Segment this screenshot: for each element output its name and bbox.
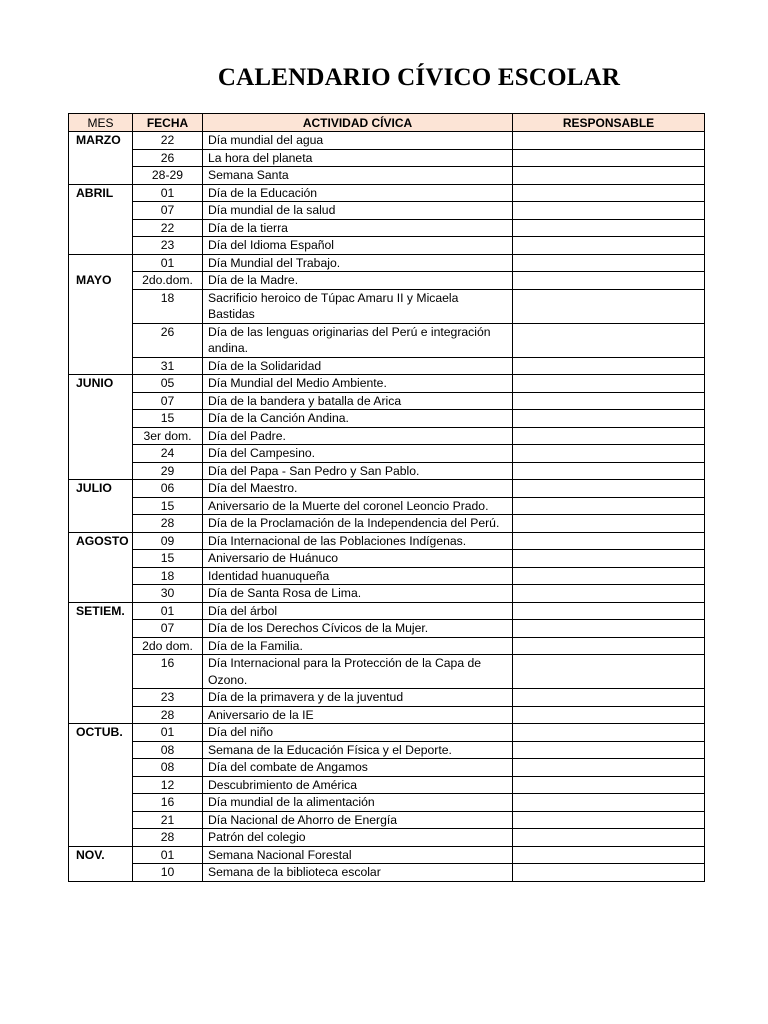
date-cell: 23 [133,237,203,255]
month-cell [69,585,133,603]
date-cell: 28 [133,515,203,533]
month-cell: JULIO [69,480,133,498]
responsible-cell [513,132,705,150]
responsible-cell [513,567,705,585]
date-cell: 22 [133,132,203,150]
activity-cell: Día de la bandera y batalla de Arica [203,392,513,410]
activity-cell: Día de la Solidaridad [203,357,513,375]
date-cell: 16 [133,794,203,812]
table-row [69,864,705,882]
month-cell [69,759,133,777]
activity-cell: Día de la Educación [203,184,513,202]
date-cell: 26 [133,149,203,167]
month-cell [69,254,133,272]
table-row [69,132,705,150]
table-row [69,567,705,585]
month-cell: AGOSTO [69,532,133,550]
table-row [69,811,705,829]
date-cell: 10 [133,864,203,882]
month-cell [69,811,133,829]
month-cell [69,515,133,533]
responsible-cell [513,357,705,375]
responsible-cell [513,724,705,742]
date-cell: 21 [133,811,203,829]
table-row [69,184,705,202]
responsible-cell [513,829,705,847]
activity-cell: Día de la Canción Andina. [203,410,513,428]
activity-cell: Día del niño [203,724,513,742]
activity-cell: Semana Nacional Forestal [203,846,513,864]
activity-cell: Descubrimiento de América [203,776,513,794]
responsible-cell [513,392,705,410]
month-cell [69,219,133,237]
table-row [69,202,705,220]
activity-cell: Día de la primavera y de la juventud [203,689,513,707]
activity-cell: Día de los Derechos Cívicos de la Mujer. [203,620,513,638]
responsible-cell [513,689,705,707]
month-cell: NOV. [69,846,133,864]
activity-cell: Día del Campesino. [203,445,513,463]
responsible-cell [513,219,705,237]
header-mes: MES [69,114,133,132]
date-cell: 2do.dom. [133,272,203,290]
date-cell: 28 [133,706,203,724]
date-cell: 31 [133,357,203,375]
month-cell: ABRIL [69,184,133,202]
date-cell: 24 [133,445,203,463]
table-row [69,149,705,167]
table-row [69,445,705,463]
responsible-cell [513,410,705,428]
responsible-cell [513,515,705,533]
date-cell: 28 [133,829,203,847]
date-cell: 26 [133,323,203,357]
activity-cell: Día de Santa Rosa de Lima. [203,585,513,603]
date-cell: 18 [133,567,203,585]
activity-cell: Día mundial de la alimentación [203,794,513,812]
table-row [69,655,705,689]
month-cell [69,357,133,375]
activity-cell: Día del Maestro. [203,480,513,498]
table-row [69,741,705,759]
month-cell [69,655,133,689]
table-row [69,637,705,655]
page-title: CALENDARIO CÍVICO ESCOLAR [217,64,621,91]
activity-cell: Día del combate de Angamos [203,759,513,777]
activity-cell: Día del árbol [203,602,513,620]
responsible-cell [513,706,705,724]
month-cell [69,829,133,847]
date-cell: 01 [133,184,203,202]
responsible-cell [513,184,705,202]
responsible-cell [513,794,705,812]
responsible-cell [513,585,705,603]
header-row [69,114,705,132]
date-cell: 16 [133,655,203,689]
month-cell: JUNIO [69,375,133,393]
month-cell [69,167,133,185]
table-row [69,846,705,864]
table-row [69,776,705,794]
month-cell [69,864,133,882]
responsible-cell [513,480,705,498]
month-cell [69,323,133,357]
table-body [69,132,705,882]
activity-cell: La hora del planeta [203,149,513,167]
activity-cell: Día Internacional para la Protección de la Capa de Ozono. [203,655,513,689]
month-cell [69,550,133,568]
activity-cell: Día Mundial del Trabajo. [203,254,513,272]
table-row [69,829,705,847]
month-cell [69,637,133,655]
table-row [69,689,705,707]
date-cell: 07 [133,620,203,638]
responsible-cell [513,602,705,620]
table-row [69,392,705,410]
month-cell [69,289,133,323]
date-cell: 09 [133,532,203,550]
table-row [69,289,705,323]
month-cell [69,689,133,707]
date-cell: 01 [133,602,203,620]
date-cell: 15 [133,550,203,568]
responsible-cell [513,759,705,777]
responsible-cell [513,237,705,255]
activity-cell: Aniversario de la IE [203,706,513,724]
month-cell [69,706,133,724]
responsible-cell [513,202,705,220]
date-cell: 28-29 [133,167,203,185]
responsible-cell [513,167,705,185]
date-cell: 15 [133,497,203,515]
responsible-cell [513,655,705,689]
table-row [69,515,705,533]
activity-cell: Sacrificio heroico de Túpac Amaru II y Micaela Bastidas [203,289,513,323]
table-row [69,254,705,272]
table-row [69,375,705,393]
month-cell [69,445,133,463]
date-cell: 01 [133,254,203,272]
month-cell: OCTUB. [69,724,133,742]
date-cell: 3er dom. [133,427,203,445]
responsible-cell [513,272,705,290]
date-cell: 22 [133,219,203,237]
responsible-cell [513,637,705,655]
table-row [69,794,705,812]
table-row [69,550,705,568]
date-cell: 06 [133,480,203,498]
date-cell: 07 [133,392,203,410]
table-row [69,237,705,255]
month-cell [69,202,133,220]
civic-calendar-table [68,113,705,882]
month-cell [69,776,133,794]
responsible-cell [513,254,705,272]
date-cell: 30 [133,585,203,603]
activity-cell: Día de las lenguas originarias del Perú e integración andina. [203,323,513,357]
responsible-cell [513,149,705,167]
month-cell [69,410,133,428]
table-row [69,480,705,498]
month-cell [69,794,133,812]
activity-cell: Patrón del colegio [203,829,513,847]
activity-cell: Día Mundial del Medio Ambiente. [203,375,513,393]
table-row [69,724,705,742]
table-row [69,357,705,375]
activity-cell: Día del Idioma Español [203,237,513,255]
header-responsable: RESPONSABLE [513,114,705,132]
date-cell: 29 [133,462,203,480]
month-cell [69,497,133,515]
activity-cell: Identidad huanuqueña [203,567,513,585]
table-row [69,219,705,237]
activity-cell: Día de la Proclamación de la Independencia del Perú. [203,515,513,533]
responsible-cell [513,445,705,463]
responsible-cell [513,864,705,882]
date-cell: 23 [133,689,203,707]
responsible-cell [513,741,705,759]
activity-cell: Semana Santa [203,167,513,185]
responsible-cell [513,375,705,393]
date-cell: 07 [133,202,203,220]
responsible-cell [513,462,705,480]
table-row [69,323,705,357]
activity-cell: Día de la Familia. [203,637,513,655]
table-row [69,272,705,290]
table-row [69,410,705,428]
activity-cell: Día de la Madre. [203,272,513,290]
month-cell [69,427,133,445]
responsible-cell [513,846,705,864]
activity-cell: Día mundial del agua [203,132,513,150]
month-cell: MARZO [69,132,133,150]
month-cell: SETIEM. [69,602,133,620]
table-row [69,427,705,445]
responsible-cell [513,497,705,515]
table-row [69,706,705,724]
month-cell [69,741,133,759]
responsible-cell [513,620,705,638]
activity-cell: Día mundial de la salud [203,202,513,220]
responsible-cell [513,427,705,445]
month-cell [69,620,133,638]
table-row [69,462,705,480]
responsible-cell [513,776,705,794]
activity-cell: Aniversario de la Muerte del coronel Leoncio Prado. [203,497,513,515]
date-cell: 15 [133,410,203,428]
month-cell [69,567,133,585]
table-row [69,620,705,638]
month-cell: MAYO [69,272,133,290]
date-cell: 2do dom. [133,637,203,655]
activity-cell: Semana de la Educación Física y el Deporte. [203,741,513,759]
responsible-cell [513,323,705,357]
month-cell [69,237,133,255]
table-row [69,602,705,620]
responsible-cell [513,532,705,550]
date-cell: 08 [133,741,203,759]
date-cell: 05 [133,375,203,393]
month-cell [69,462,133,480]
activity-cell: Día Internacional de las Poblaciones Indígenas. [203,532,513,550]
activity-cell: Día de la tierra [203,219,513,237]
table-row [69,497,705,515]
activity-cell: Aniversario de Huánuco [203,550,513,568]
responsible-cell [513,811,705,829]
responsible-cell [513,289,705,323]
month-cell [69,392,133,410]
date-cell: 01 [133,724,203,742]
date-cell: 01 [133,846,203,864]
table-row [69,167,705,185]
table-row [69,585,705,603]
activity-cell: Día Nacional de Ahorro de Energía [203,811,513,829]
activity-cell: Semana de la biblioteca escolar [203,864,513,882]
activity-cell: Día del Papa - San Pedro y San Pablo. [203,462,513,480]
date-cell: 08 [133,759,203,777]
date-cell: 12 [133,776,203,794]
month-cell [69,149,133,167]
activity-cell: Día del Padre. [203,427,513,445]
table-row [69,759,705,777]
date-cell: 18 [133,289,203,323]
table-row [69,532,705,550]
header-fecha: FECHA [133,114,203,132]
responsible-cell [513,550,705,568]
header-actividad: ACTIVIDAD CÍVICA [203,114,513,132]
